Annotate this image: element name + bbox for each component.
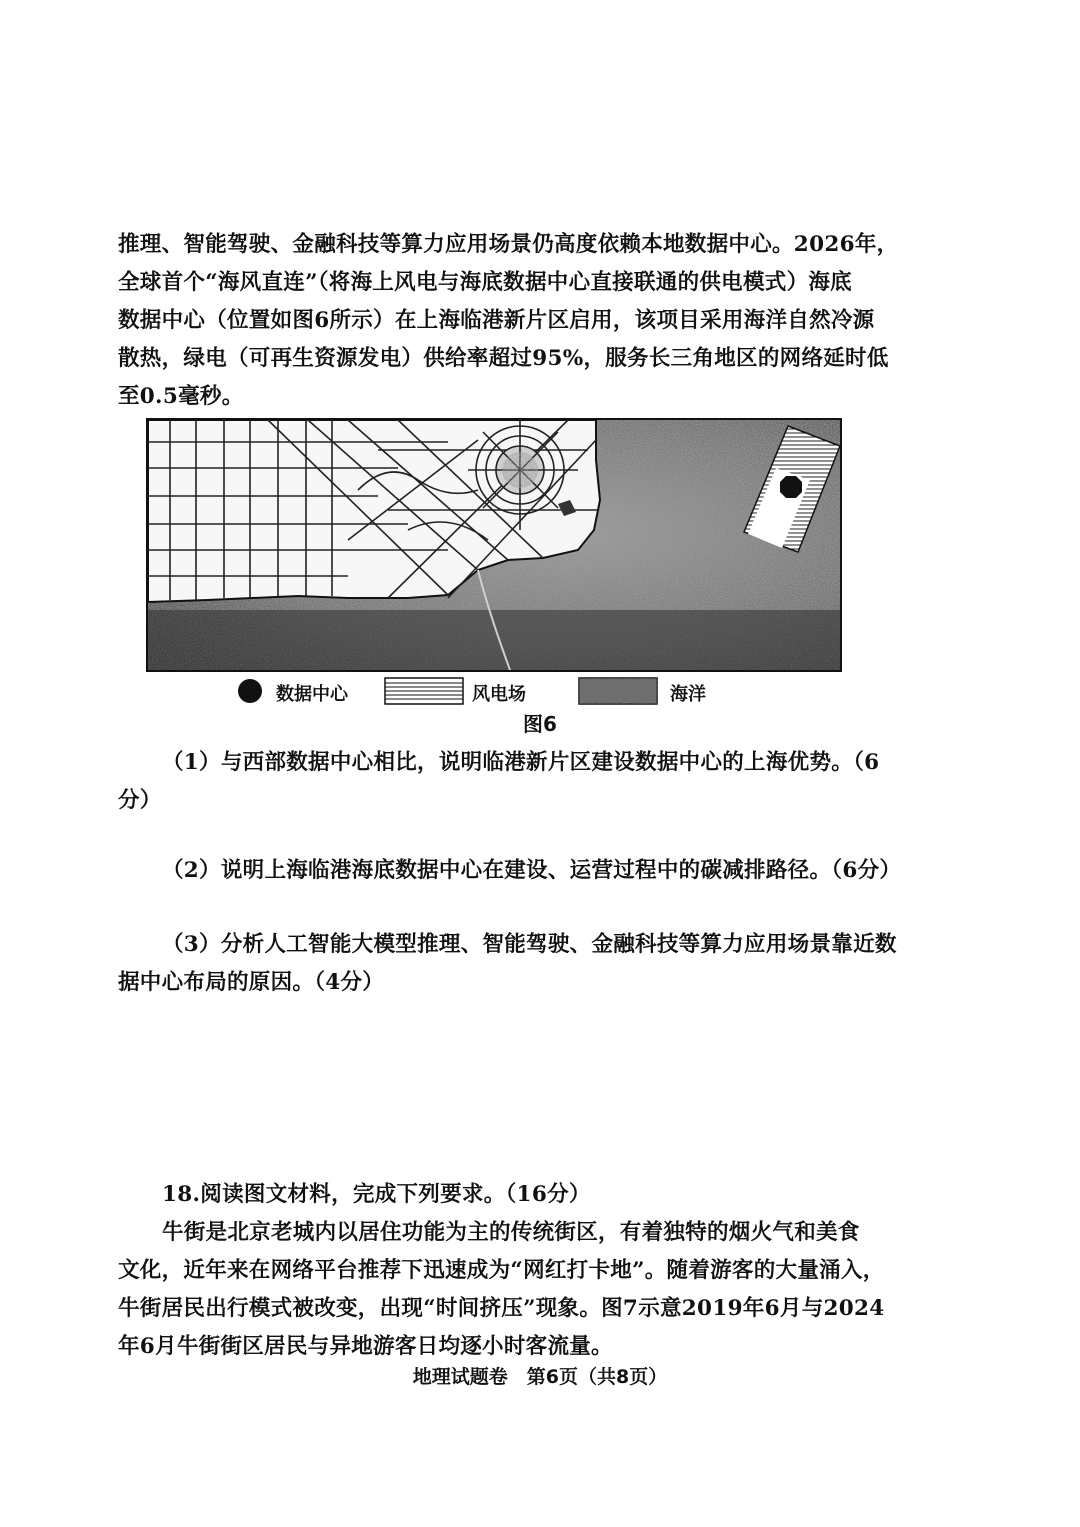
wind-farm-swatch-icon: [384, 677, 464, 705]
question-line: 牛街居民出行模式被改变，出现“时间挤压”现象。图7示意2019年6月与2024: [118, 1296, 885, 1321]
question-line: 据中心布局的原因。（4分）: [118, 970, 385, 995]
question-line: （3）分析人工智能大模型推理、智能驾驶、金融科技等算力应用场景靠近数: [162, 932, 897, 957]
question-line: 牛街是北京老城内以居住功能为主的传统街区，有着独特的烟火气和美食: [162, 1220, 860, 1245]
intro-paragraph: [118, 226, 899, 416]
figure-caption: 图6: [523, 712, 557, 736]
question-line: （2）说明上海临港海底数据中心在建设、运营过程中的碳减排路径。（6分）: [162, 858, 902, 883]
intro-line: 至0.5毫秒。: [118, 384, 244, 409]
question-1: [118, 744, 880, 820]
legend-label: 海洋: [670, 684, 706, 705]
page-footer: 地理试题卷 第6页（共8页）: [412, 1366, 668, 1388]
question-line: 文化，近年来在网络平台推荐下迅速成为“网红打卡地”。随着游客的大量涌入，: [118, 1258, 885, 1283]
legend-item-wind-farm: [384, 676, 574, 706]
question-line: （1）与西部数据中心相比，说明临港新片区建设数据中心的上海优势。（6: [162, 750, 880, 775]
map-figure: [146, 418, 842, 672]
map-image: [148, 420, 840, 670]
question-heading: 18.阅读图文材料，完成下列要求。（16分）: [162, 1182, 591, 1207]
data-center-icon: [236, 677, 264, 705]
legend-label: 数据中心: [276, 684, 348, 705]
question-line: 年6月牛街街区居民与异地游客日均逐小时客流量。: [118, 1334, 613, 1359]
data-center-marker: [780, 476, 802, 498]
intro-line: 散热，绿电（可再生资源发电）供给率超过95%，服务长三角地区的网络延时低: [118, 346, 889, 371]
question-3: [118, 926, 897, 1002]
legend-item-data-center: [236, 676, 366, 706]
question-2: [118, 852, 902, 890]
question-line: 分）: [118, 788, 162, 813]
question-18: [118, 1176, 885, 1366]
legend-label: 风电场: [472, 684, 526, 705]
intro-line: 数据中心（位置如图6所示）在上海临港新片区启用，该项目采用海洋自然冷源: [118, 308, 875, 333]
intro-line: 推理、智能驾驶、金融科技等算力应用场景仍高度依赖本地数据中心。2026年，: [118, 232, 899, 257]
legend-item-ocean: [578, 676, 728, 706]
intro-line: 全球首个“海风直连”（将海上风电与海底数据中心直接联通的供电模式）海底: [118, 270, 852, 295]
ocean-swatch-icon: [578, 677, 658, 705]
